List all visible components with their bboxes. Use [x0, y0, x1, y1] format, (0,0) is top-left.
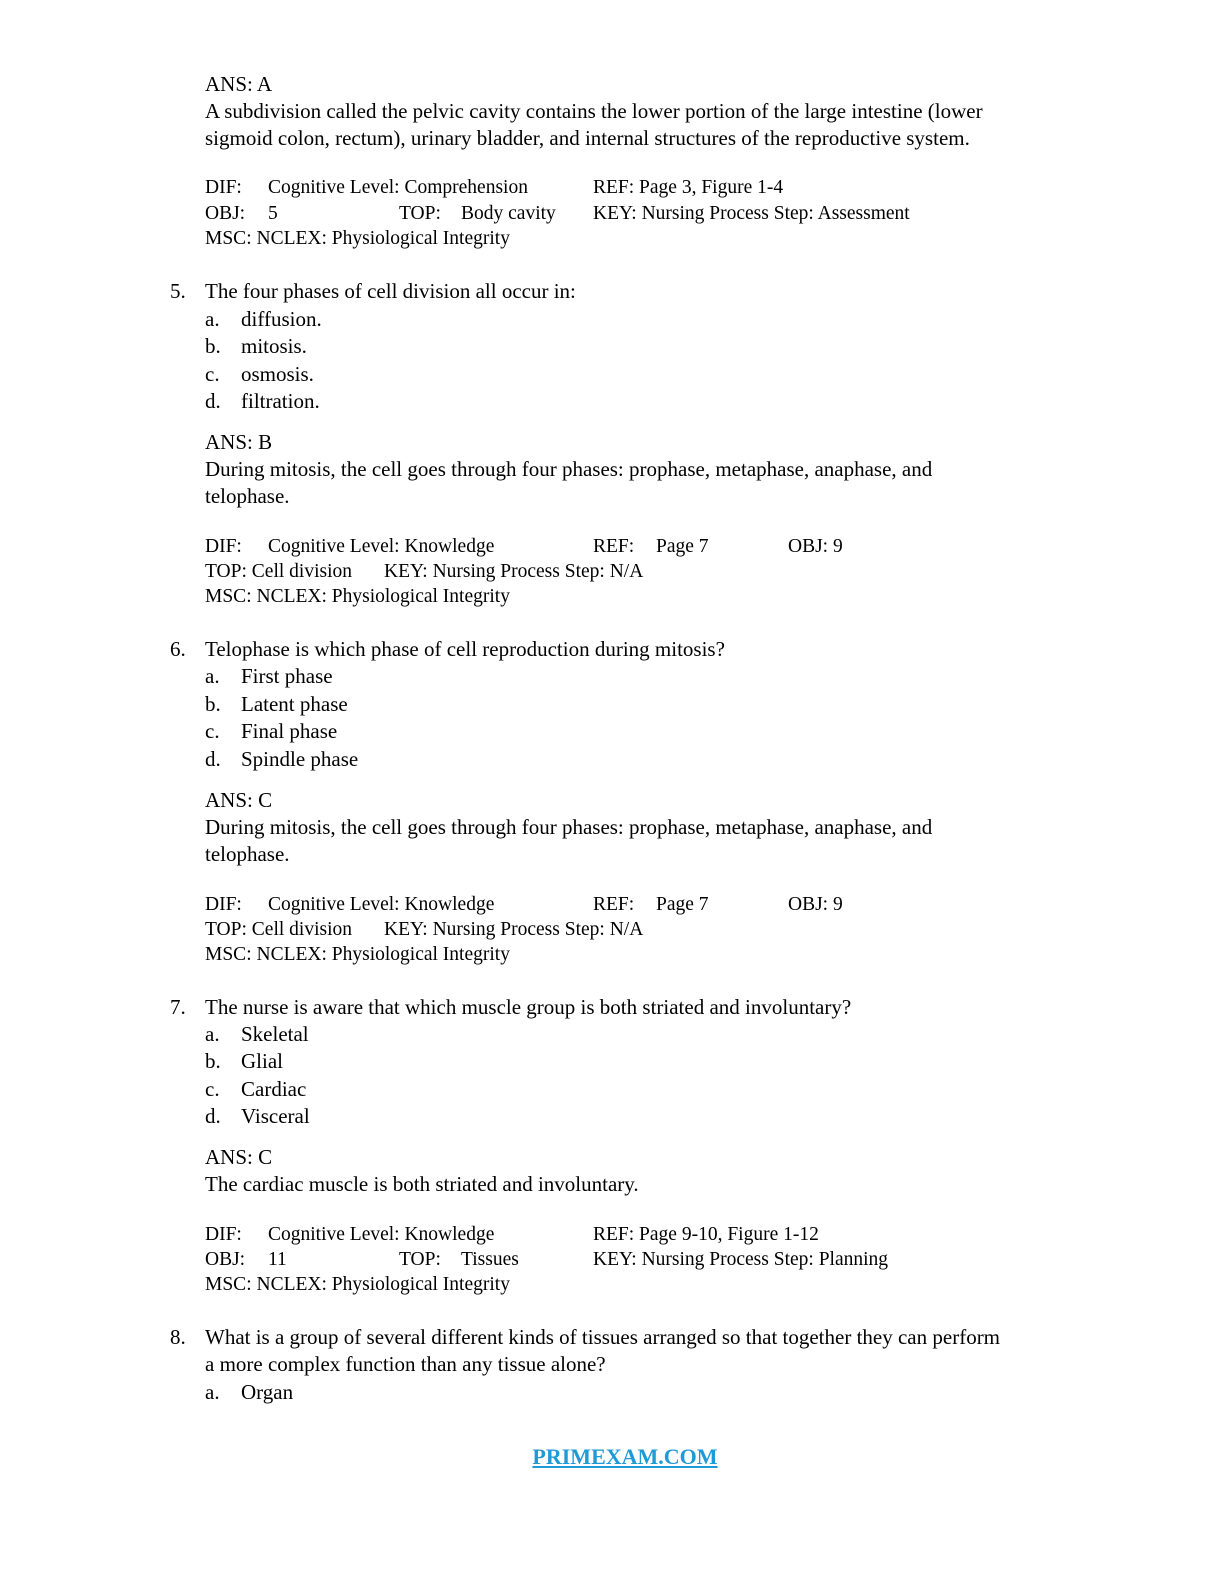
option-letter: c. [205, 719, 220, 743]
rationale-line: telophase. [205, 484, 290, 508]
question-number: 5. [170, 279, 186, 303]
dif-value: Cognitive Level: Knowledge [268, 894, 495, 915]
question-number: 7. [170, 995, 186, 1019]
option-letter: b. [205, 1049, 221, 1073]
option-text: Spindle phase [241, 747, 359, 771]
option-text: mitosis. [241, 334, 307, 358]
rationale-line: sigmoid colon, rectum), urinary bladder, and internal structures of the reproductive system. [205, 126, 970, 150]
key-value: KEY: Nursing Process Step: N/A [384, 561, 644, 582]
obj-value: OBJ: 9 [788, 536, 843, 557]
option-text: Final phase [241, 719, 338, 743]
option-letter: d. [205, 389, 221, 413]
option-letter: c. [205, 1077, 220, 1101]
option-text: diffusion. [241, 307, 322, 331]
top-label: TOP: [399, 203, 441, 224]
option-letter: a. [205, 1380, 220, 1404]
ref-value: Page 7 [656, 536, 709, 557]
rationale-line: During mitosis, the cell goes through four phases: prophase, metaphase, anaphase, and [205, 457, 933, 481]
question-number: 8. [170, 1325, 186, 1349]
top-value: TOP: Cell division [205, 561, 352, 582]
option-letter: d. [205, 747, 221, 771]
option-text: First phase [241, 664, 333, 688]
msc-value: MSC: NCLEX: Physiological Integrity [205, 1274, 510, 1295]
option-text: Latent phase [241, 692, 348, 716]
question-number: 6. [170, 637, 186, 661]
option-letter: c. [205, 362, 220, 386]
answer-key: ANS: B [205, 430, 273, 454]
top-value: Tissues [461, 1249, 519, 1270]
question-text: The four phases of cell division all occur in: [205, 279, 576, 303]
ref-value: Page 7 [656, 894, 709, 915]
option-text: Organ [241, 1380, 294, 1404]
key-value: KEY: Nursing Process Step: N/A [384, 919, 644, 940]
key-value: KEY: Nursing Process Step: Assessment [593, 203, 910, 224]
top-label: TOP: [399, 1249, 441, 1270]
question-text: Telophase is which phase of cell reproduction during mitosis? [205, 637, 725, 661]
dif-value: Cognitive Level: Comprehension [268, 177, 528, 198]
option-text: Cardiac [241, 1077, 307, 1101]
dif-label: DIF: [205, 894, 242, 915]
ref-label: REF: [593, 536, 635, 557]
question-text: a more complex function than any tissue alone? [205, 1352, 606, 1376]
dif-value: Cognitive Level: Knowledge [268, 1224, 495, 1245]
msc-value: MSC: NCLEX: Physiological Integrity [205, 944, 510, 965]
dif-value: Cognitive Level: Knowledge [268, 536, 495, 557]
rationale-line: The cardiac muscle is both striated and involuntary. [205, 1172, 639, 1196]
option-text: osmosis. [241, 362, 314, 386]
obj-value: 11 [268, 1249, 287, 1270]
obj-label: OBJ: [205, 1249, 246, 1270]
dif-label: DIF: [205, 536, 242, 557]
msc-value: MSC: NCLEX: Physiological Integrity [205, 228, 510, 249]
option-text: Skeletal [241, 1022, 309, 1046]
option-letter: b. [205, 692, 221, 716]
question-text: The nurse is aware that which muscle group is both striated and involuntary? [205, 995, 852, 1019]
ref-value: REF: Page 3, Figure 1-4 [593, 177, 784, 198]
dif-label: DIF: [205, 177, 242, 198]
dif-label: DIF: [205, 1224, 242, 1245]
option-letter: d. [205, 1104, 221, 1128]
top-value: Body cavity [461, 203, 556, 224]
key-value: KEY: Nursing Process Step: Planning [593, 1249, 889, 1270]
footer [0, 1444, 1224, 1470]
footer-link[interactable]: PRIMEXAM.COM [532, 1444, 718, 1469]
obj-value: OBJ: 9 [788, 894, 843, 915]
option-text: filtration. [241, 389, 320, 413]
option-letter: a. [205, 1022, 220, 1046]
ref-label: REF: [593, 894, 635, 915]
option-letter: a. [205, 307, 220, 331]
option-letter: a. [205, 664, 220, 688]
rationale-line: telophase. [205, 842, 290, 866]
question-text: What is a group of several different kinds of tissues arranged so that together they can perform [205, 1325, 1001, 1349]
answer-key: ANS: A [205, 72, 273, 96]
option-letter: b. [205, 334, 221, 358]
answer-key: ANS: C [205, 788, 273, 812]
obj-label: OBJ: [205, 203, 246, 224]
option-text: Glial [241, 1049, 283, 1073]
rationale-line: During mitosis, the cell goes through four phases: prophase, metaphase, anaphase, and [205, 815, 933, 839]
answer-key: ANS: C [205, 1145, 273, 1169]
rationale-line: A subdivision called the pelvic cavity contains the lower portion of the large intestine (lower [205, 99, 983, 123]
top-value: TOP: Cell division [205, 919, 352, 940]
obj-value: 5 [268, 203, 278, 224]
msc-value: MSC: NCLEX: Physiological Integrity [205, 586, 510, 607]
option-text: Visceral [241, 1104, 310, 1128]
ref-value: REF: Page 9-10, Figure 1-12 [593, 1224, 819, 1245]
